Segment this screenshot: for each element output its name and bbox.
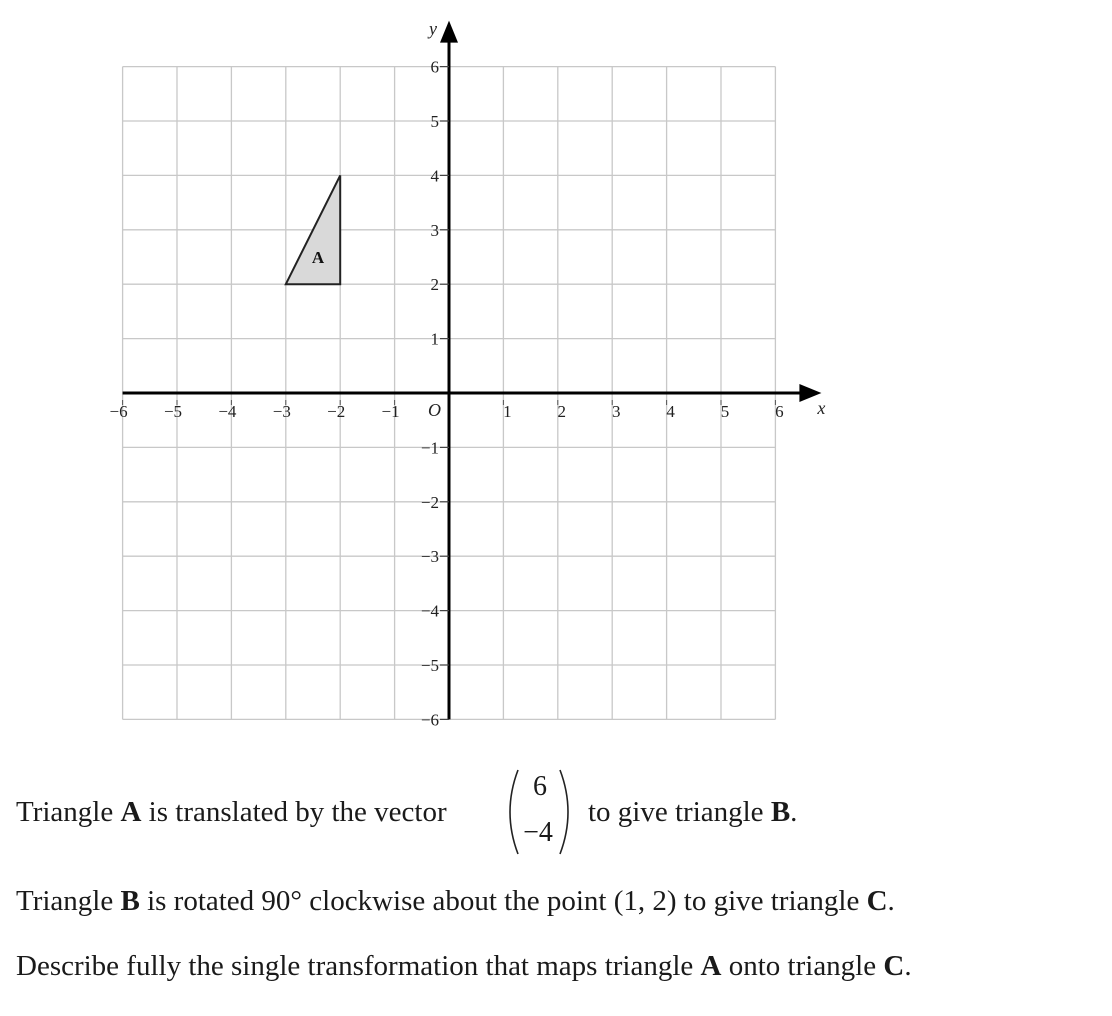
bold-C: C [866,885,888,917]
vector-top: 6 [533,771,547,802]
x-tick-label: 4 [666,402,675,421]
question-line-3 [16,949,912,983]
x-tick-label: 3 [611,402,621,421]
bold-A: A [120,796,142,828]
origin-label: O [428,400,441,420]
x-tick-label: −1 [381,402,400,421]
text: onto triangle [721,950,884,982]
x-tick-label: −3 [272,402,291,421]
text: is rotated 90° clockwise about the point (1, 2) to give triangle [139,885,867,917]
triangle-label-A: A [311,248,325,267]
x-tick-label: −5 [163,402,183,421]
x-tick-label: −6 [109,402,128,421]
x-axis-label: x [817,398,826,418]
text: is translated by the vector [141,796,447,828]
x-tick-label: −4 [218,402,237,421]
y-tick-label: 5 [430,112,439,131]
question-line-2 [16,884,895,918]
y-tick-label: 2 [430,275,439,295]
x-tick-label: 2 [557,402,567,421]
text: . [790,796,798,828]
question-line-1 [16,795,447,829]
y-tick-label: −2 [420,492,439,512]
question-line-1-end [588,795,797,829]
text: Triangle [16,885,121,917]
y-tick-label: 4 [430,166,439,186]
y-tick-label: 3 [430,220,439,240]
y-axis-arrow [440,21,458,43]
x-tick-label: −2 [327,402,346,421]
y-tick-label: −5 [420,656,439,675]
text: Describe fully the single transformation that maps triangle [16,950,701,982]
axes [123,19,826,720]
y-tick-label: −3 [420,547,439,567]
bold-A: A [700,950,722,982]
text: . [904,950,912,982]
y-tick-label: −1 [420,438,439,458]
bold-B: B [120,885,140,917]
vector-bottom: −4 [523,817,553,848]
y-tick-label: 1 [430,329,439,349]
x-tick-label: 1 [503,402,512,421]
text: to give triangle [588,796,771,828]
bold-B: B [770,796,791,828]
text: Triangle [16,796,121,828]
x-tick-label: 6 [775,402,784,421]
y-tick-label: −6 [420,710,439,730]
bold-C: C [883,950,905,982]
column-vector [502,766,566,856]
y-axis-label: y [429,18,437,39]
y-tick-label: −4 [420,601,439,621]
y-tick-label: 6 [430,57,439,77]
text: . [887,885,895,917]
x-tick-label: 5 [720,402,730,421]
